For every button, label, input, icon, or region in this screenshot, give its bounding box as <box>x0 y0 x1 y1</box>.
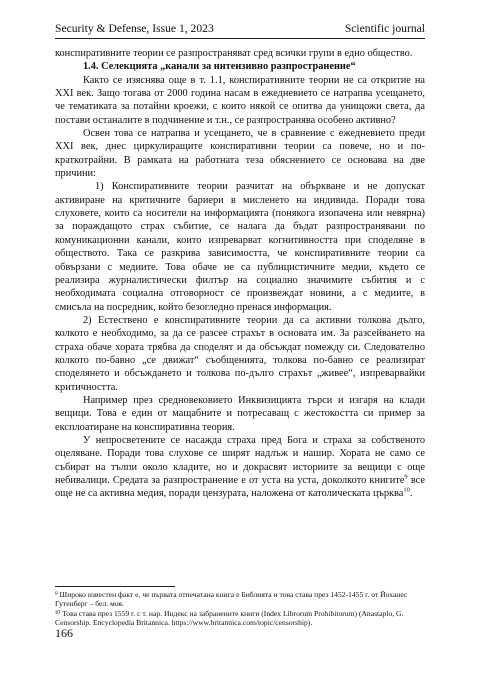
journal-issue-label: Security & Defense, Issue 1, 2023 <box>55 22 214 35</box>
journal-type-label: Scientific journal <box>344 22 425 35</box>
footnote-divider <box>55 586 175 587</box>
paragraph-final-part-2: все още не са активна медия, поради цензурата, наложена от католическата църква <box>55 475 425 500</box>
article-body <box>55 47 425 501</box>
paragraph-2: Освен това се натрапва и усещането, че в сравнение с ежедневието преди XXI век, днес циркулиращите конспиративни теории са повече, но и по-краткотрайни. В рамката на работната теза обяснението се основава на две причини: <box>55 128 425 180</box>
running-header <box>55 22 425 39</box>
paragraph-1: Както се изяснява още в т. 1.1, конспиративните теории не са откритие на XXI век. Защо тогава от 2000 година насам в ежедневието се натрапва усещането, че тематиката за потайни кроежи, с които някой се опитва да унищожи света, да постави останалите в подчинение и т.н., се разпространява особено активно? <box>55 74 425 126</box>
paragraph-reason-1: 1) Конспиративните теории разчитат на объркване и не допускат активиране на критичните бариери в мисленето на индивида. Поради това слуховете, които са носители на информацията (понякога изопачена или невярна) за пораждащото страх събитие, се налага да бъдат разпространявани по комуникационни канали, които изпреварват когнитивността при споделяне в обществото. Така се разкрива зависимостта, че конспиративните теории са обвързани с медиите. Това обаче не са публицистичните медии, където се реализира журналистически филтър на социално значимите събития и с необходимата социална отговорност се произвеждат новини, а с медиите, в смисъла на посредник, който безогледно пренася информация. <box>55 181 425 313</box>
footnote-9-marker[interactable]: 9 <box>404 473 408 481</box>
footnotes <box>55 586 425 627</box>
page <box>55 22 425 501</box>
paragraph-final-part-1: У непросветените се насажда страха пред Бога и страха за собственото оцеляване. Поради това слухове се ширят надлъж и нашир. Хората не само се събират на тълпи около кладите, но и докрасвят историите за вещици с още небивалици. Средата за разпространение е от уста на уста, доколкото книгите <box>55 434 425 486</box>
paragraph-final-part-3: . <box>409 488 413 500</box>
paragraph-example: Например през средновековието Инквизицията търси и изгаря на клади вещици. Това е един от мащабните и потресаващ с жестокостта си пример за експлоатиране на конспиративна теория. <box>55 394 425 433</box>
paragraph-final <box>55 434 425 501</box>
footnote-10-marker[interactable]: 10 <box>403 486 410 494</box>
section-heading: 1.4. Селекцията „канали за интензивно разпространение“ <box>83 61 356 73</box>
page-number: 166 <box>55 626 73 640</box>
paragraph-continuation: конспиративните теории се разпространяват сред всички групи в едно общество. <box>55 48 413 59</box>
footnote-10: ¹⁰ Това става през 1559 г. с т. нар. Индекс на забранените книги (Index Librorum Prohibitorum) (Anastaplo, G. Censorship. Encyclopedia Britannica. https://www.britannica.com/topic/censorship). <box>55 608 404 627</box>
footnote-9: ⁹ Широко известен факт е, че първата отпечатана книга е Библията и това става през 1452-1455 г. от Йоханес Гутенберг – бел. моя. <box>55 590 408 609</box>
paragraph-reason-2: 2) Естествено е конспиративните теории да са активни толкова дълго, колкото е необходимо, за да се разсее страхът в основата им. За разсейването на страха обаче хората трябва да споделят и да обсъждат помежду си. Следователно колкото по-бавно „се движат“ съобщенията, толкова по-бавно се реализират споделянето и обсъждането и толкова по-дълго страхът „живее“, изпреварвайки критичността. <box>55 314 425 393</box>
